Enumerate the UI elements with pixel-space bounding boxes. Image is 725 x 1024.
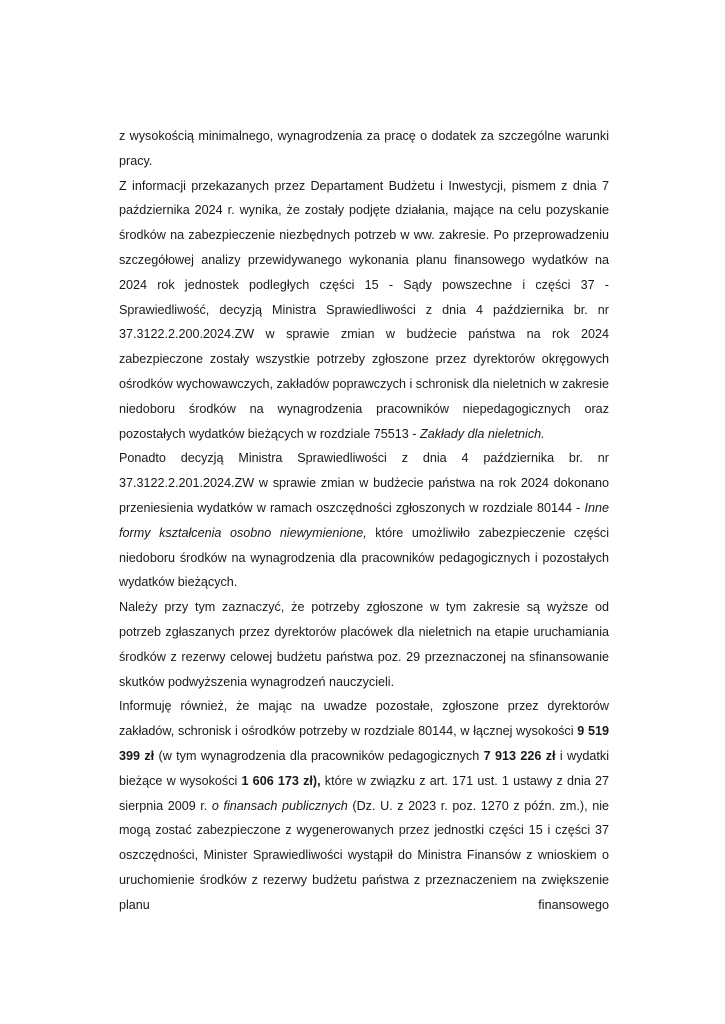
paragraph-p2: [119, 174, 609, 447]
paragraph-p4: [119, 595, 609, 694]
text-run: które umożliwiło zabezpieczenie części niedoboru środków na wynagrodzenia dla pracowników pedagogicznych i pozostałych wydatków bieżących.: [119, 525, 609, 590]
text-run: Należy przy tym zaznaczyć, że potrzeby zgłoszone w tym zakresie są wyższe od potrzeb zgłaszanych przez dyrektorów placówek dla nieletnich na etapie uruchamiania środków z rezerwy celowej budżetu państwa poz. 29 przeznaczonej na sfinansowanie skutków podwyższenia wynagrodzeń nauczycieli.: [119, 600, 609, 689]
bold-amount: 1 606 173 zł),: [241, 773, 321, 788]
text-run: Informuję również, że mając na uwadze pozostałe, zgłoszone przez dyrektorów zakładów, schronisk i ośrodków potrzeby w rozdziale 80144, w łącznej wysokości: [119, 699, 609, 739]
paragraph-p5: [119, 694, 609, 917]
italic-text: Inne formy kształcenia osobno niewymienione,: [119, 500, 609, 540]
text-run: Ponadto decyzją Ministra Sprawiedliwości z dnia 4 października br. nr 37.3122.2.201.2024.ZW w sprawie zmian w budżecie państwa na rok 2024 dokonano przeniesienia wydatków w ramach oszczędności zgłoszonych w rozdziale 80144 -: [119, 451, 609, 515]
text-run: (w tym wynagrodzenia dla pracowników pedagogicznych: [154, 748, 484, 763]
bold-amount: 7 913 226 zł: [483, 748, 556, 763]
text-run: które w związku z art. 171 ust. 1 ustawy z dnia 27 sierpnia 2009 r.: [119, 773, 609, 813]
italic-text: Zakłady dla nieletnich.: [420, 426, 545, 441]
text-run: Z informacji przekazanych przez Departament Budżetu i Inwestycji, pismem z dnia 7 października 2024 r. wynika, że zostały podjęte działania, mające na celu pozyskanie środków na zabezpieczenie niezbędnych potrzeb w ww. zakresie. Po przeprowadzeniu szczegółowej analizy przewidywanego wykonania planu finansowego wydatków na 2024 rok jednostek podległych części 15 - Sądy powszechne i części 37 - Sprawiedliwość, decyzją Ministra Sprawiedliwości z dnia 4 października br. nr 37.3122.2.200.2024.ZW w sprawie zmian w budżecie państwa na rok 2024 zabezpieczone zostały wszystkie potrzeby zgłoszone przez dyrektorów okręgowych ośrodków wychowawczych, zakładów poprawczych i schronisk dla nieletnich w zakresie niedoboru środków na wynagrodzenia pracowników niepedagogicznych oraz pozostałych wydatków bieżących w rozdziale 75513 -: [119, 178, 609, 441]
paragraph-p3: [119, 446, 609, 595]
text-run: z wysokością minimalnego, wynagrodzenia za pracę o dodatek za szczególne warunki pracy.: [119, 129, 609, 168]
italic-text: o finansach publicznych: [211, 798, 348, 813]
document-body: [119, 124, 609, 918]
text-run: i wydatki bieżące w wysokości: [119, 748, 610, 788]
bold-amount: 9 519 399 zł: [119, 724, 609, 763]
text-run: (Dz. U. z 2023 r. poz. 1270 z późn. zm.), nie mogą zostać zabezpieczone z wygenerowanych przez jednostki części 15 i części 37 oszczędności, Minister Sprawiedliwości wystąpił do Ministra Finansów z wnioskiem o uruchomienie środków z rezerwy budżetu państwa z przeznaczeniem na zwiększenie planu finansowego: [119, 798, 609, 912]
paragraph-p1: [119, 124, 609, 174]
